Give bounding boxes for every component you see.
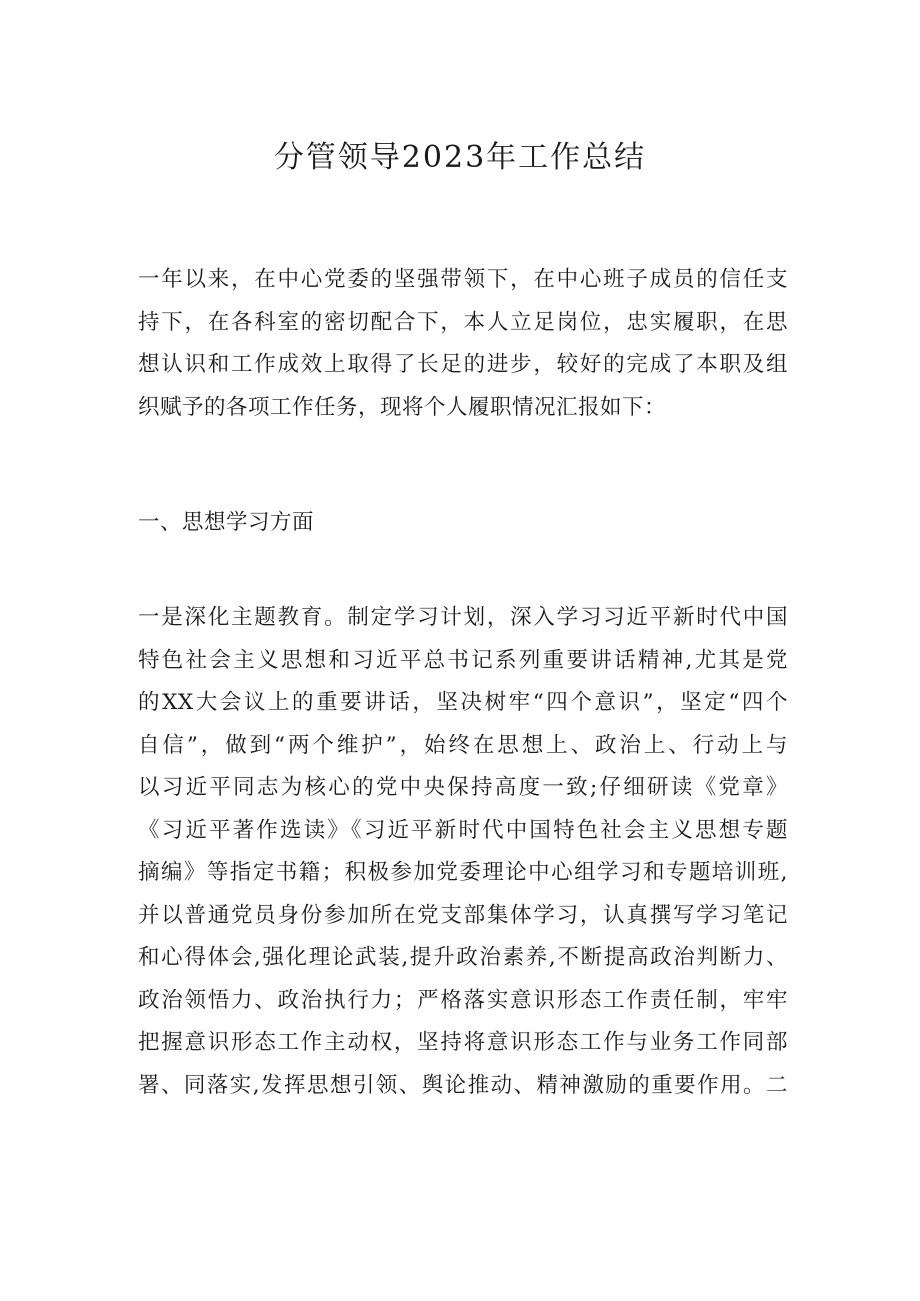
body-line: 的XX大会议上的重要讲话，坚决树牢“四个意识”，坚定“四个 [138, 690, 788, 715]
body-line: 并以普通党员身份参加所在党支部集体学习，认真撰写学习笔记 [138, 902, 788, 928]
intro-line: 织赋予的各项工作任务，现将个人履职情况汇报如下： [138, 394, 667, 420]
body-line: 《习近平著作选读》《习近平新时代中国特色社会主义思想专题 [138, 817, 788, 843]
intro-line: 持下，在各科室的密切配合下，本人立足岗位，忠实履职，在思 [138, 309, 788, 335]
body-line: 自信”，做到“两个维护”，始终在思想上、政治上、行动上与 [138, 732, 788, 758]
body-paragraph [138, 597, 788, 1107]
body-line: 政治领悟力、政治执行力；严格落实意识形态工作责任制，牢牢 [138, 987, 788, 1013]
body-line: 特色社会主义思想和习近平总书记系列重要讲话精神,尤其是党 [138, 647, 788, 673]
section-heading-text: 一、思想学习方面 [138, 510, 315, 535]
section-heading [138, 502, 788, 545]
intro-paragraph [138, 259, 788, 429]
body-line: 和心得体会,强化理论武装,提升政治素养,不断提高政治判断力、 [138, 945, 788, 970]
body-line: 以习近平同志为核心的党中央保持高度一致;仔细研读《党章》 [138, 775, 788, 800]
intro-line: 一年以来，在中心党委的坚强带领下，在中心班子成员的信任支 [138, 267, 788, 292]
body-line: 摘编》等指定书籍；积极参加党委理论中心组学习和专题培训班, [138, 860, 788, 885]
body-line: 一是深化主题教育。制定学习计划，深入学习习近平新时代中国 [138, 605, 788, 630]
document-title: 分管领导2023年工作总结 [273, 140, 647, 175]
body-line: 署、同落实,发挥思想引领、舆论推动、精神激励的重要作用。二 [138, 1072, 788, 1098]
intro-line: 想认识和工作成效上取得了长足的进步，较好的完成了本职及组 [138, 352, 788, 377]
body-line: 把握意识形态工作主动权，坚持将意识形态工作与业务工作同部 [138, 1030, 788, 1055]
